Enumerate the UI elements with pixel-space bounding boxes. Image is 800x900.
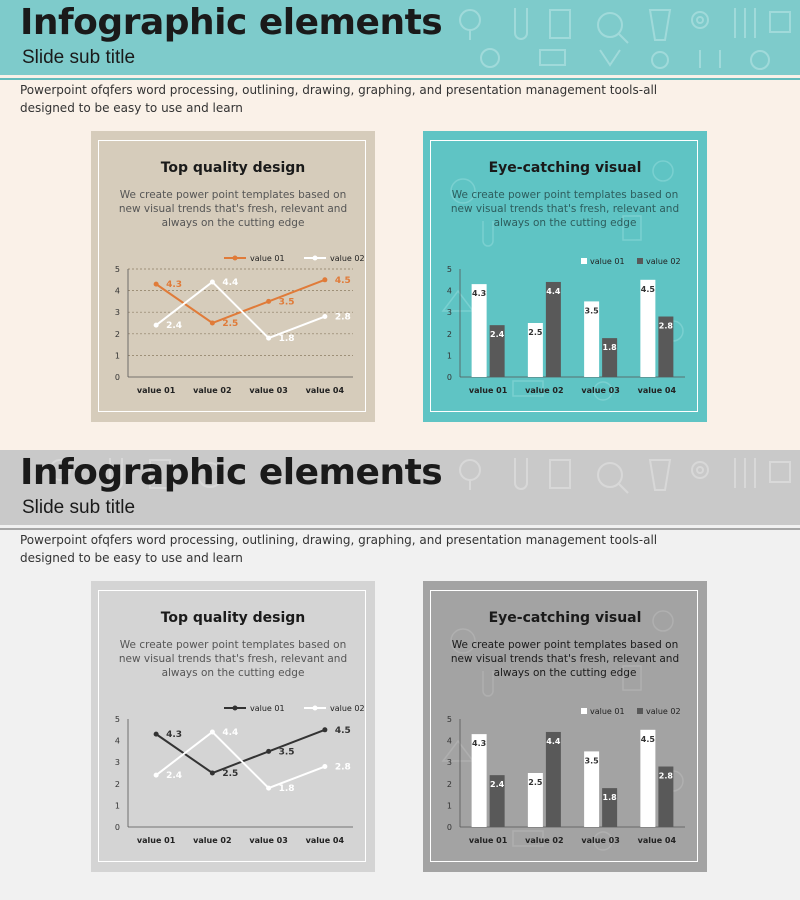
card-top-quality-design [91,131,375,422]
legend-swatch [581,708,587,714]
slide-subtitle: Slide sub title [22,497,136,518]
data-point [154,773,159,778]
legend-swatch [581,258,587,264]
y-tick-label: 4 [114,286,120,296]
y-tick-label: 4 [446,736,452,746]
data-label: 3.5 [278,747,295,758]
data-point [210,729,215,734]
data-label: 3.5 [584,756,599,766]
y-tick-label: 4 [446,286,452,296]
legend-label: value 02 [330,704,365,713]
y-tick-label: 2 [114,779,120,789]
data-label: 1.8 [278,334,295,345]
data-point [266,336,271,341]
x-tick-label: value 03 [581,386,620,395]
data-label: 4.3 [166,280,183,291]
x-tick-label: value 03 [249,836,288,845]
slide-title: Infographic elements [20,2,443,43]
data-label: 4.3 [472,289,487,299]
data-point [154,282,159,287]
data-point [266,786,271,791]
data-label: 2.5 [528,328,543,337]
legend-label: value 01 [590,257,625,266]
legend-swatch [637,258,643,264]
card-title: Top quality design [160,160,306,176]
legend-marker [233,256,238,261]
x-tick-label: value 02 [525,836,564,845]
data-label: 1.8 [602,793,617,803]
legend-label: value 02 [646,707,681,716]
data-label: 4.4 [222,277,239,288]
data-label: 2.8 [658,771,673,781]
data-label: 1.8 [602,343,617,353]
card-title: Top quality design [160,610,306,626]
card-title: Eye-catching visual [488,160,642,176]
bar [546,732,561,827]
y-tick-label: 1 [446,351,452,361]
header-banner [0,450,800,525]
bar-chart [423,581,707,872]
data-label: 4.4 [546,736,561,746]
card-title: Eye-catching visual [488,610,642,626]
slide-subtitle: Slide sub title [22,47,136,68]
y-tick-label: 4 [114,736,120,746]
card-text: We create power point templates based on new visual trends that's fresh, relevant and always on the cutting edge [118,639,348,679]
bar [546,282,561,377]
data-label: 4.5 [334,725,351,736]
legend-label: value 01 [590,707,625,716]
x-tick-label: value 03 [581,836,620,845]
data-label: 2.5 [222,319,239,329]
x-tick-label: value 01 [136,836,176,845]
data-label: 2.4 [490,780,505,790]
data-label: 3.5 [278,297,295,308]
card-eye-catching-visual [423,581,707,872]
slide-gray [0,450,800,900]
y-tick-label: 1 [114,351,120,361]
data-label: 2.8 [334,762,351,773]
data-label: 3.5 [584,306,599,316]
divider [0,78,800,80]
x-tick-label: value 04 [637,836,677,845]
legend-label: value 02 [330,254,365,263]
data-label: 4.5 [334,275,351,286]
y-tick-label: 5 [446,715,452,724]
data-label: 4.3 [472,739,487,749]
x-tick-label: value 04 [305,836,345,845]
y-tick-label: 5 [114,265,120,274]
card-eye-catching-visual [423,131,707,422]
y-tick-label: 3 [446,758,452,768]
y-tick-label: 0 [446,823,452,832]
y-tick-label: 2 [114,329,120,339]
x-tick-label: value 01 [468,386,508,395]
data-label: 2.8 [334,312,351,323]
y-tick-label: 2 [446,779,452,789]
bar [640,730,655,827]
y-tick-label: 0 [114,823,120,832]
bar [640,280,655,377]
data-label: 2.4 [490,330,505,340]
slide-description: Powerpoint ofqfers word processing, outlining, drawing, graphing, and presentation management tools-all designed to be easy to use and learn [20,83,658,115]
line-chart [91,131,375,422]
x-tick-label: value 04 [305,386,345,395]
slide-description: Powerpoint ofqfers word processing, outlining, drawing, graphing, and presentation management tools-all designed to be easy to use and learn [20,533,658,565]
data-point [210,771,215,776]
data-label: 2.4 [166,321,183,332]
data-label: 4.3 [166,730,183,741]
line-chart [91,581,375,872]
data-label: 4.5 [640,284,655,294]
data-label: 4.4 [222,727,239,738]
data-label: 2.8 [658,321,673,331]
y-tick-label: 0 [446,373,452,382]
y-tick-label: 0 [114,373,120,382]
y-tick-label: 3 [446,308,452,318]
x-tick-label: value 03 [249,386,288,395]
data-point [266,299,271,304]
card-text: We create power point templates based on new visual trends that's fresh, relevant and always on the cutting edge [118,189,348,229]
y-tick-label: 1 [446,801,452,811]
x-tick-label: value 04 [637,386,677,395]
legend-label: value 02 [646,257,681,266]
data-point [154,732,159,737]
data-point [322,314,327,319]
card-top-quality-design [91,581,375,872]
divider [0,528,800,530]
data-point [266,749,271,754]
x-tick-label: value 01 [136,386,176,395]
legend-marker [233,706,238,711]
data-point [210,321,215,326]
legend-label: value 01 [250,704,285,713]
x-tick-label: value 02 [525,386,564,395]
legend-swatch [637,708,643,714]
y-tick-label: 3 [114,308,120,318]
card-text: We create power point templates based on new visual trends that's fresh, relevant and always on the cutting edge [450,639,680,679]
slide-title: Infographic elements [20,452,443,493]
data-point [154,323,159,328]
data-point [322,277,327,282]
bar-chart [423,131,707,422]
data-label: 2.5 [528,778,543,787]
x-tick-label: value 01 [468,836,508,845]
data-label: 1.8 [278,784,295,795]
card-text: We create power point templates based on new visual trends that's fresh, relevant and always on the cutting edge [450,189,680,229]
legend-marker [313,256,318,261]
data-point [322,764,327,769]
data-label: 2.5 [222,769,239,779]
y-tick-label: 2 [446,329,452,339]
y-tick-label: 5 [446,265,452,274]
y-tick-label: 5 [114,715,120,724]
x-tick-label: value 02 [193,836,232,845]
legend-label: value 01 [250,254,285,263]
data-label: 4.5 [640,734,655,744]
data-point [210,279,215,284]
data-point [322,727,327,732]
legend-marker [313,706,318,711]
y-tick-label: 3 [114,758,120,768]
data-label: 4.4 [546,286,561,296]
header-banner [0,0,800,75]
data-label: 2.4 [166,771,183,782]
y-tick-label: 1 [114,801,120,811]
x-tick-label: value 02 [193,386,232,395]
